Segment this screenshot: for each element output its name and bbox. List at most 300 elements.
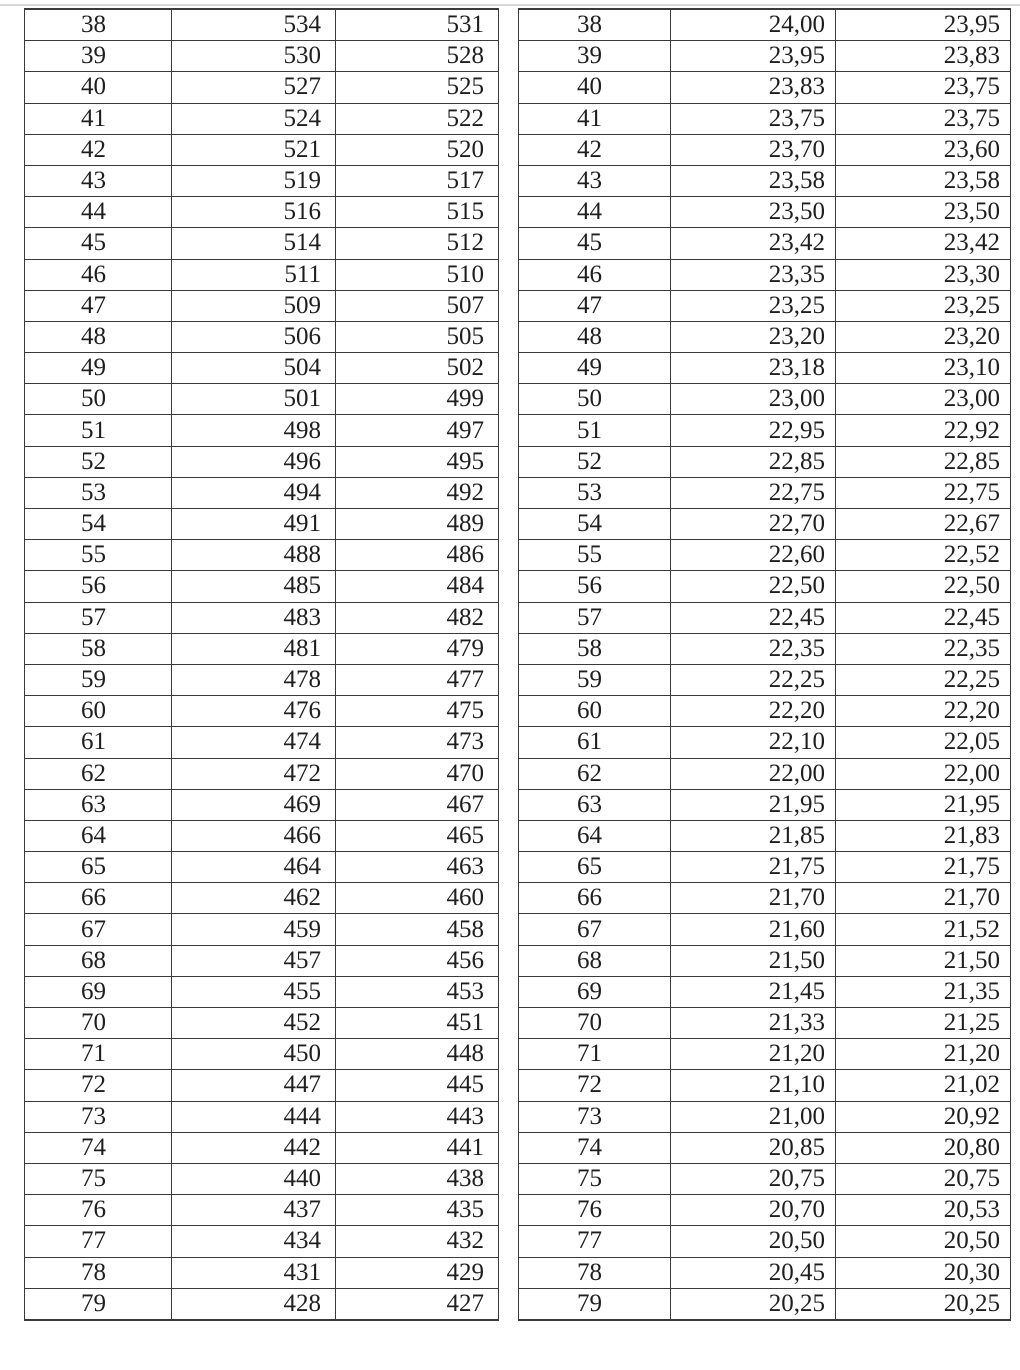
value-cell: 23,25 <box>836 290 1011 321</box>
table-row <box>25 789 499 820</box>
table-row <box>519 290 1011 321</box>
table-row <box>25 1226 499 1257</box>
value-cell: 22,35 <box>671 633 836 664</box>
value-cell: 516 <box>172 197 336 228</box>
table-row <box>519 1101 1011 1132</box>
row-number-cell: 48 <box>519 321 671 352</box>
row-number-cell: 53 <box>25 477 172 508</box>
value-cell: 450 <box>172 1039 336 1070</box>
row-number-cell: 60 <box>519 696 671 727</box>
value-cell: 21,20 <box>671 1039 836 1070</box>
row-number-cell: 78 <box>519 1257 671 1288</box>
value-cell: 23,75 <box>836 72 1011 103</box>
row-number-cell: 38 <box>519 9 671 41</box>
value-cell: 435 <box>336 1195 499 1226</box>
value-cell: 491 <box>172 509 336 540</box>
table-row <box>519 664 1011 695</box>
table-row <box>519 72 1011 103</box>
row-number-cell: 75 <box>25 1163 172 1194</box>
value-cell: 23,42 <box>836 228 1011 259</box>
right-score-table <box>518 8 1011 1321</box>
value-cell: 22,20 <box>836 696 1011 727</box>
table-row <box>519 228 1011 259</box>
value-cell: 22,85 <box>836 446 1011 477</box>
value-cell: 444 <box>172 1101 336 1132</box>
value-cell: 22,05 <box>836 727 1011 758</box>
row-number-cell: 66 <box>25 883 172 914</box>
table-row <box>519 134 1011 165</box>
table-row <box>25 571 499 602</box>
left-score-table <box>24 8 499 1321</box>
table-row <box>519 633 1011 664</box>
value-cell: 20,53 <box>836 1195 1011 1226</box>
table-row <box>519 103 1011 134</box>
value-cell: 438 <box>336 1163 499 1194</box>
table-row <box>519 1008 1011 1039</box>
value-cell: 20,92 <box>836 1101 1011 1132</box>
value-cell: 22,60 <box>671 540 836 571</box>
table-row <box>25 72 499 103</box>
value-cell: 21,35 <box>836 976 1011 1007</box>
value-cell: 494 <box>172 477 336 508</box>
value-cell: 23,25 <box>671 290 836 321</box>
value-cell: 451 <box>336 1008 499 1039</box>
table-row <box>25 1163 499 1194</box>
row-number-cell: 49 <box>519 353 671 384</box>
value-cell: 21,25 <box>836 1008 1011 1039</box>
table-row <box>519 914 1011 945</box>
table-row <box>25 914 499 945</box>
table-row <box>519 321 1011 352</box>
table-row <box>519 758 1011 789</box>
value-cell: 466 <box>172 820 336 851</box>
row-number-cell: 75 <box>519 1163 671 1194</box>
value-cell: 427 <box>336 1288 499 1320</box>
value-cell: 509 <box>172 290 336 321</box>
table-row <box>25 477 499 508</box>
row-number-cell: 68 <box>519 945 671 976</box>
table-row <box>519 945 1011 976</box>
value-cell: 23,83 <box>836 41 1011 72</box>
value-cell: 499 <box>336 384 499 415</box>
value-cell: 520 <box>336 134 499 165</box>
value-cell: 483 <box>172 602 336 633</box>
value-cell: 23,42 <box>671 228 836 259</box>
table-row <box>519 9 1011 41</box>
value-cell: 434 <box>172 1226 336 1257</box>
row-number-cell: 48 <box>25 321 172 352</box>
value-cell: 23,00 <box>836 384 1011 415</box>
value-cell: 22,85 <box>671 446 836 477</box>
row-number-cell: 53 <box>519 477 671 508</box>
value-cell: 514 <box>172 228 336 259</box>
row-number-cell: 55 <box>519 540 671 571</box>
value-cell: 456 <box>336 945 499 976</box>
value-cell: 472 <box>172 758 336 789</box>
value-cell: 22,00 <box>671 758 836 789</box>
value-cell: 23,50 <box>836 197 1011 228</box>
table-row <box>519 446 1011 477</box>
value-cell: 437 <box>172 1195 336 1226</box>
value-cell: 530 <box>172 41 336 72</box>
row-number-cell: 55 <box>25 540 172 571</box>
value-cell: 20,25 <box>836 1288 1011 1320</box>
page-top-edge <box>0 4 1020 6</box>
value-cell: 20,25 <box>671 1288 836 1320</box>
value-cell: 522 <box>336 103 499 134</box>
table-row <box>25 1070 499 1101</box>
value-cell: 479 <box>336 633 499 664</box>
table-row <box>519 696 1011 727</box>
value-cell: 20,85 <box>671 1132 836 1163</box>
table-row <box>519 602 1011 633</box>
value-cell: 23,95 <box>671 41 836 72</box>
row-number-cell: 74 <box>25 1132 172 1163</box>
row-number-cell: 50 <box>519 384 671 415</box>
table-row <box>519 976 1011 1007</box>
left-table-body <box>25 9 499 1320</box>
table-row <box>519 353 1011 384</box>
row-number-cell: 56 <box>25 571 172 602</box>
row-number-cell: 47 <box>519 290 671 321</box>
row-number-cell: 51 <box>519 415 671 446</box>
value-cell: 22,75 <box>836 477 1011 508</box>
value-cell: 22,67 <box>836 509 1011 540</box>
value-cell: 517 <box>336 165 499 196</box>
value-cell: 452 <box>172 1008 336 1039</box>
row-number-cell: 64 <box>519 820 671 851</box>
value-cell: 488 <box>172 540 336 571</box>
table-row <box>519 415 1011 446</box>
value-cell: 22,25 <box>671 664 836 695</box>
value-cell: 21,50 <box>671 945 836 976</box>
row-number-cell: 78 <box>25 1257 172 1288</box>
value-cell: 21,02 <box>836 1070 1011 1101</box>
table-row <box>25 290 499 321</box>
table-row <box>25 852 499 883</box>
value-cell: 23,75 <box>836 103 1011 134</box>
table-row <box>25 1288 499 1320</box>
table-row <box>519 259 1011 290</box>
row-number-cell: 71 <box>25 1039 172 1070</box>
row-number-cell: 40 <box>25 72 172 103</box>
row-number-cell: 63 <box>25 789 172 820</box>
value-cell: 470 <box>336 758 499 789</box>
row-number-cell: 46 <box>25 259 172 290</box>
row-number-cell: 54 <box>519 509 671 540</box>
table-row <box>519 384 1011 415</box>
row-number-cell: 63 <box>519 789 671 820</box>
value-cell: 482 <box>336 602 499 633</box>
table-row <box>25 664 499 695</box>
value-cell: 20,80 <box>836 1132 1011 1163</box>
value-cell: 475 <box>336 696 499 727</box>
row-number-cell: 59 <box>519 664 671 695</box>
value-cell: 467 <box>336 789 499 820</box>
table-row <box>25 165 499 196</box>
value-cell: 23,75 <box>671 103 836 134</box>
value-cell: 477 <box>336 664 499 695</box>
row-number-cell: 69 <box>25 976 172 1007</box>
table-row <box>25 353 499 384</box>
row-number-cell: 77 <box>25 1226 172 1257</box>
row-number-cell: 42 <box>25 134 172 165</box>
row-number-cell: 62 <box>519 758 671 789</box>
row-number-cell: 70 <box>25 1008 172 1039</box>
row-number-cell: 45 <box>25 228 172 259</box>
value-cell: 442 <box>172 1132 336 1163</box>
table-row <box>25 41 499 72</box>
row-number-cell: 56 <box>519 571 671 602</box>
value-cell: 519 <box>172 165 336 196</box>
table-row <box>25 321 499 352</box>
value-cell: 512 <box>336 228 499 259</box>
value-cell: 527 <box>172 72 336 103</box>
table-row <box>25 446 499 477</box>
table-row <box>25 228 499 259</box>
row-number-cell: 41 <box>519 103 671 134</box>
row-number-cell: 72 <box>519 1070 671 1101</box>
value-cell: 428 <box>172 1288 336 1320</box>
table-row <box>25 633 499 664</box>
value-cell: 510 <box>336 259 499 290</box>
row-number-cell: 65 <box>25 852 172 883</box>
row-number-cell: 39 <box>25 41 172 72</box>
table-row <box>25 134 499 165</box>
value-cell: 21,75 <box>671 852 836 883</box>
value-cell: 22,10 <box>671 727 836 758</box>
table-row <box>25 602 499 633</box>
value-cell: 21,85 <box>671 820 836 851</box>
table-row <box>519 820 1011 851</box>
value-cell: 23,30 <box>836 259 1011 290</box>
value-cell: 23,50 <box>671 197 836 228</box>
value-cell: 496 <box>172 446 336 477</box>
row-number-cell: 60 <box>25 696 172 727</box>
row-number-cell: 73 <box>25 1101 172 1132</box>
value-cell: 23,58 <box>671 165 836 196</box>
table-row <box>25 1101 499 1132</box>
row-number-cell: 68 <box>25 945 172 976</box>
value-cell: 534 <box>172 9 336 41</box>
value-cell: 462 <box>172 883 336 914</box>
table-row <box>519 571 1011 602</box>
value-cell: 23,35 <box>671 259 836 290</box>
value-cell: 473 <box>336 727 499 758</box>
value-cell: 443 <box>336 1101 499 1132</box>
value-cell: 21,50 <box>836 945 1011 976</box>
table-row <box>519 509 1011 540</box>
table-row <box>519 1070 1011 1101</box>
table-row <box>519 883 1011 914</box>
row-number-cell: 74 <box>519 1132 671 1163</box>
table-row <box>25 976 499 1007</box>
value-cell: 511 <box>172 259 336 290</box>
value-cell: 431 <box>172 1257 336 1288</box>
row-number-cell: 65 <box>519 852 671 883</box>
table-row <box>519 197 1011 228</box>
row-number-cell: 41 <box>25 103 172 134</box>
value-cell: 441 <box>336 1132 499 1163</box>
row-number-cell: 76 <box>25 1195 172 1226</box>
value-cell: 445 <box>336 1070 499 1101</box>
value-cell: 21,33 <box>671 1008 836 1039</box>
table-row <box>519 1288 1011 1320</box>
value-cell: 23,83 <box>671 72 836 103</box>
value-cell: 22,92 <box>836 415 1011 446</box>
value-cell: 528 <box>336 41 499 72</box>
value-cell: 21,20 <box>836 1039 1011 1070</box>
value-cell: 521 <box>172 134 336 165</box>
value-cell: 21,75 <box>836 852 1011 883</box>
value-cell: 21,60 <box>671 914 836 945</box>
value-cell: 22,25 <box>836 664 1011 695</box>
value-cell: 22,70 <box>671 509 836 540</box>
table-row <box>519 165 1011 196</box>
value-cell: 21,45 <box>671 976 836 1007</box>
value-cell: 463 <box>336 852 499 883</box>
value-cell: 22,95 <box>671 415 836 446</box>
right-table-body <box>519 9 1011 1320</box>
value-cell: 22,50 <box>671 571 836 602</box>
value-cell: 525 <box>336 72 499 103</box>
value-cell: 495 <box>336 446 499 477</box>
row-number-cell: 62 <box>25 758 172 789</box>
table-row <box>519 41 1011 72</box>
value-cell: 524 <box>172 103 336 134</box>
value-cell: 502 <box>336 353 499 384</box>
value-cell: 22,45 <box>671 602 836 633</box>
table-row <box>25 509 499 540</box>
row-number-cell: 43 <box>519 165 671 196</box>
value-cell: 489 <box>336 509 499 540</box>
value-cell: 22,52 <box>836 540 1011 571</box>
value-cell: 22,00 <box>836 758 1011 789</box>
value-cell: 498 <box>172 415 336 446</box>
row-number-cell: 50 <box>25 384 172 415</box>
row-number-cell: 52 <box>25 446 172 477</box>
value-cell: 22,20 <box>671 696 836 727</box>
value-cell: 506 <box>172 321 336 352</box>
value-cell: 23,20 <box>836 321 1011 352</box>
value-cell: 455 <box>172 976 336 1007</box>
row-number-cell: 57 <box>519 602 671 633</box>
value-cell: 460 <box>336 883 499 914</box>
table-row <box>25 758 499 789</box>
table-row <box>25 1039 499 1070</box>
value-cell: 440 <box>172 1163 336 1194</box>
row-number-cell: 70 <box>519 1008 671 1039</box>
value-cell: 21,95 <box>671 789 836 820</box>
table-row <box>25 540 499 571</box>
value-cell: 23,00 <box>671 384 836 415</box>
row-number-cell: 64 <box>25 820 172 851</box>
value-cell: 447 <box>172 1070 336 1101</box>
value-cell: 504 <box>172 353 336 384</box>
table-row <box>25 945 499 976</box>
value-cell: 20,50 <box>671 1226 836 1257</box>
value-cell: 22,35 <box>836 633 1011 664</box>
value-cell: 474 <box>172 727 336 758</box>
row-number-cell: 73 <box>519 1101 671 1132</box>
row-number-cell: 57 <box>25 602 172 633</box>
value-cell: 476 <box>172 696 336 727</box>
value-cell: 21,52 <box>836 914 1011 945</box>
value-cell: 448 <box>336 1039 499 1070</box>
table-row <box>519 1195 1011 1226</box>
value-cell: 23,18 <box>671 353 836 384</box>
table-row <box>519 1163 1011 1194</box>
value-cell: 23,20 <box>671 321 836 352</box>
value-cell: 20,45 <box>671 1257 836 1288</box>
value-cell: 22,50 <box>836 571 1011 602</box>
row-number-cell: 76 <box>519 1195 671 1226</box>
value-cell: 21,00 <box>671 1101 836 1132</box>
table-row <box>25 883 499 914</box>
row-number-cell: 67 <box>519 914 671 945</box>
value-cell: 20,70 <box>671 1195 836 1226</box>
table-row <box>25 1195 499 1226</box>
table-row <box>519 477 1011 508</box>
value-cell: 505 <box>336 321 499 352</box>
value-cell: 478 <box>172 664 336 695</box>
row-number-cell: 47 <box>25 290 172 321</box>
value-cell: 22,45 <box>836 602 1011 633</box>
table-row <box>25 696 499 727</box>
value-cell: 21,83 <box>836 820 1011 851</box>
table-row <box>519 1226 1011 1257</box>
value-cell: 24,00 <box>671 9 836 41</box>
value-cell: 457 <box>172 945 336 976</box>
value-cell: 21,70 <box>671 883 836 914</box>
row-number-cell: 79 <box>25 1288 172 1320</box>
row-number-cell: 44 <box>25 197 172 228</box>
row-number-cell: 66 <box>519 883 671 914</box>
row-number-cell: 69 <box>519 976 671 1007</box>
table-row <box>25 197 499 228</box>
value-cell: 486 <box>336 540 499 571</box>
row-number-cell: 61 <box>519 727 671 758</box>
row-number-cell: 58 <box>519 633 671 664</box>
table-row <box>25 1132 499 1163</box>
table-row <box>25 415 499 446</box>
value-cell: 21,95 <box>836 789 1011 820</box>
value-cell: 21,70 <box>836 883 1011 914</box>
row-number-cell: 44 <box>519 197 671 228</box>
row-number-cell: 51 <box>25 415 172 446</box>
value-cell: 23,70 <box>671 134 836 165</box>
value-cell: 20,75 <box>836 1163 1011 1194</box>
value-cell: 465 <box>336 820 499 851</box>
table-row <box>519 727 1011 758</box>
table-row <box>25 103 499 134</box>
table-row <box>25 259 499 290</box>
table-row <box>25 384 499 415</box>
table-row <box>519 540 1011 571</box>
table-row <box>25 1257 499 1288</box>
row-number-cell: 43 <box>25 165 172 196</box>
value-cell: 22,75 <box>671 477 836 508</box>
value-cell: 429 <box>336 1257 499 1288</box>
row-number-cell: 58 <box>25 633 172 664</box>
value-cell: 21,10 <box>671 1070 836 1101</box>
row-number-cell: 77 <box>519 1226 671 1257</box>
table-row <box>25 727 499 758</box>
value-cell: 485 <box>172 571 336 602</box>
value-cell: 469 <box>172 789 336 820</box>
row-number-cell: 72 <box>25 1070 172 1101</box>
row-number-cell: 54 <box>25 509 172 540</box>
